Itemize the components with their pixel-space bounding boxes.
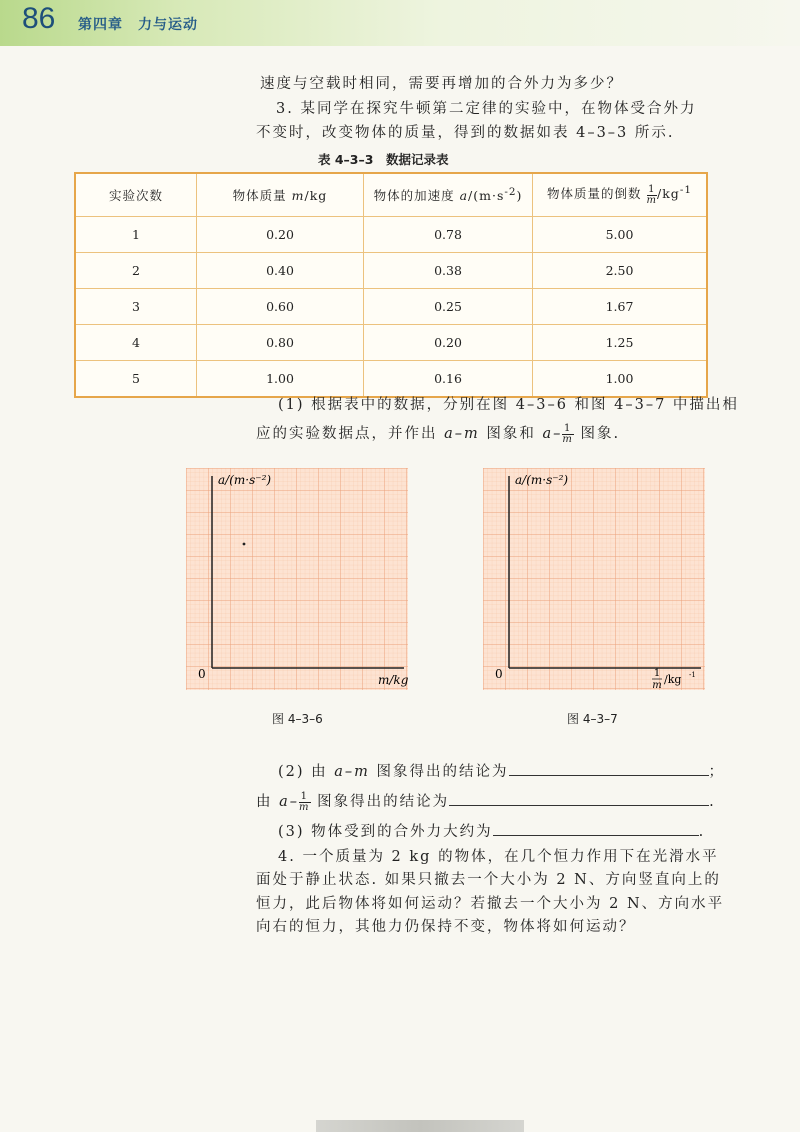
graph-a-m <box>186 468 408 690</box>
table-row: 5 1.00 0.16 1.00 <box>75 361 707 398</box>
chapter-title: 第四章 力与运动 <box>78 17 198 33</box>
table-caption: 表 4–3–3 数据记录表 <box>318 152 449 167</box>
question-3-line-1: 3. 某同学在探究牛顿第二定律的实验中，在物体受合外力 <box>276 101 697 117</box>
x-axis-label-unit: /kg <box>664 673 682 686</box>
stray-dot <box>243 543 246 546</box>
table-row: 4 0.80 0.20 1.25 <box>75 325 707 361</box>
origin-label: 0 <box>495 667 503 681</box>
header-mass: 物体质量 m/kg <box>197 173 364 217</box>
table-row: 3 0.60 0.25 1.67 <box>75 289 707 325</box>
page-number: 86 <box>22 2 56 35</box>
grid-lines <box>483 468 705 690</box>
x-axis-label-exponent: -1 <box>689 671 696 679</box>
table-row: 2 0.40 0.38 2.50 <box>75 253 707 289</box>
part-2-line-2: 由 a– $\frac{1}{m}$ 图象得出的结论为 . <box>256 790 716 813</box>
grid-lines <box>186 468 408 690</box>
header-trial: 实验次数 <box>75 173 197 217</box>
answer-blank-2[interactable] <box>449 791 709 806</box>
part-1-line-2: 应的实验数据点，并作出 a–m 图象和 a– $\frac{1}{m}$ 图象. <box>256 422 621 445</box>
table-row: 1 0.20 0.78 5.00 <box>75 217 707 253</box>
table-header-row <box>75 173 707 217</box>
header-inverse-mass: 物体质量的倒数 $\frac{1}{m}$ $/kg^{-1}$ <box>533 173 708 217</box>
page-header <box>0 0 800 46</box>
question-4-line-4: 向右的恒力，其他力仍保持不变，物体将如何运动？ <box>256 919 636 935</box>
question-4-line-2: 面处于静止状态. 如果只撤去一个大小为 2 N、方向竖直向上的 <box>256 872 721 888</box>
answer-blank-1[interactable] <box>509 761 709 776</box>
data-table <box>74 172 708 398</box>
part-2-line-1: (2) 由 a–m 图象得出的结论为 ； <box>278 760 725 784</box>
text-line-1: 速度与空载时相同，需要再增加的合外力为多少？ <box>260 76 623 92</box>
question-4-line-1: 4. 一个质量为 2 kg 的物体，在几个恒力作用下在光滑水平 <box>278 849 719 865</box>
part-3-line: (3) 物体受到的合外力大约为 . <box>278 820 705 844</box>
figure-caption-2: 图 4–3–7 <box>567 712 618 726</box>
page-footer-mark <box>316 1120 524 1132</box>
origin-label: 0 <box>198 667 206 681</box>
x-axis-label-denominator: m <box>652 680 662 690</box>
header-acceleration: 物体的加速度 $a/(m\cdot s^{-2})$ <box>364 173 533 217</box>
part-1-line-1: (1) 根据表中的数据，分别在图 4–3–6 和图 4–3–7 中描出相 <box>278 397 739 413</box>
y-axis-label: a/(m·s⁻²) <box>218 473 272 487</box>
graph-a-inverse-m <box>483 468 705 690</box>
answer-blank-3[interactable] <box>493 821 699 836</box>
question-4-line-3: 恒力，此后物体将如何运动？若撤去一个大小为 2 N、方向水平 <box>256 896 725 912</box>
figure-caption-1: 图 4–3–6 <box>272 712 323 726</box>
y-axis-label: a/(m·s⁻²) <box>515 473 569 487</box>
x-axis-label-numerator: 1 <box>653 668 661 679</box>
x-axis-label: m/kg <box>378 673 408 687</box>
question-3-line-2: 不变时，改变物体的质量，得到的数据如表 4–3–3 所示. <box>256 125 675 141</box>
